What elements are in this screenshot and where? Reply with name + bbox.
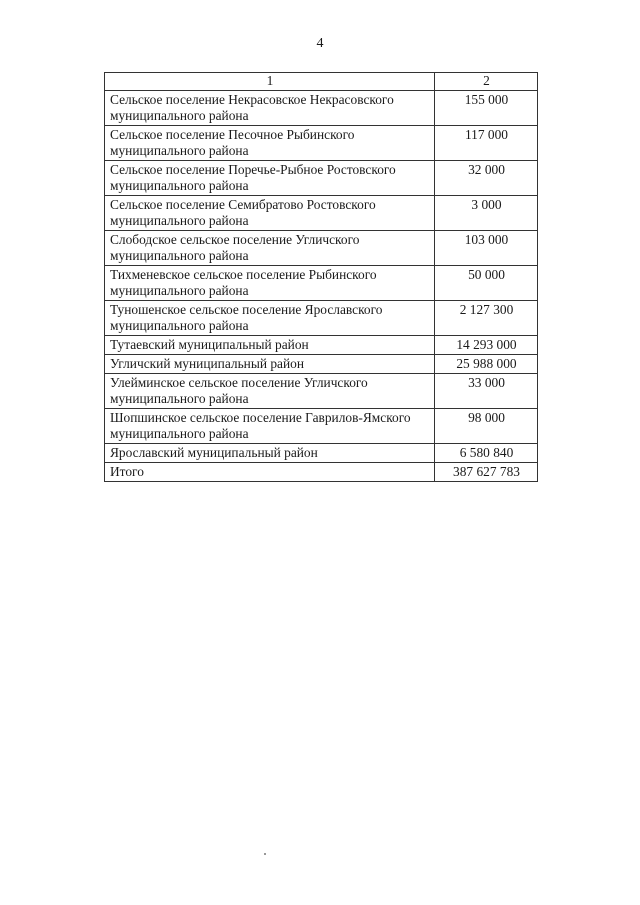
amount: 6 580 840 (435, 444, 538, 463)
municipality-name: Сельское поселение Семибратово Ростовского муниципального района (105, 196, 435, 231)
municipality-name: Шопшинское сельское поселение Гаврилов-Ямского муниципального района (105, 409, 435, 444)
table-row (105, 231, 538, 266)
amount: 117 000 (435, 126, 538, 161)
table-row (105, 301, 538, 336)
total-label: Итого (105, 463, 435, 482)
total-amount: 387 627 783 (435, 463, 538, 482)
amount: 155 000 (435, 91, 538, 126)
municipality-name: Сельское поселение Некрасовское Некрасовского муниципального района (105, 91, 435, 126)
municipality-name: Сельское поселение Песочное Рыбинского муниципального района (105, 126, 435, 161)
scan-speck (264, 853, 266, 855)
page-number: 4 (316, 36, 324, 51)
table-row (105, 336, 538, 355)
amount: 32 000 (435, 161, 538, 196)
amount: 98 000 (435, 409, 538, 444)
table-row (105, 409, 538, 444)
amount: 50 000 (435, 266, 538, 301)
amount: 3 000 (435, 196, 538, 231)
table-header-row (105, 73, 538, 91)
amount: 25 988 000 (435, 355, 538, 374)
municipality-name: Слободское сельское поселение Угличского муниципального района (105, 231, 435, 266)
municipality-name: Ярославский муниципальный район (105, 444, 435, 463)
municipality-name: Угличский муниципальный район (105, 355, 435, 374)
total-row (105, 463, 538, 482)
municipality-name: Улейминское сельское поселение Угличского муниципального района (105, 374, 435, 409)
allocation-table (104, 72, 538, 482)
table-row (105, 196, 538, 231)
municipality-name: Тихменевское сельское поселение Рыбинского муниципального района (105, 266, 435, 301)
amount: 2 127 300 (435, 301, 538, 336)
municipality-name: Туношенское сельское поселение Ярославского муниципального района (105, 301, 435, 336)
column-header-2: 2 (435, 73, 538, 91)
amount: 14 293 000 (435, 336, 538, 355)
table-row (105, 91, 538, 126)
table-row (105, 266, 538, 301)
municipality-name: Тутаевский муниципальный район (105, 336, 435, 355)
table-row (105, 126, 538, 161)
municipality-name: Сельское поселение Поречье-Рыбное Ростовского муниципального района (105, 161, 435, 196)
table-row (105, 161, 538, 196)
table-row (105, 444, 538, 463)
table-row (105, 374, 538, 409)
amount: 33 000 (435, 374, 538, 409)
amount: 103 000 (435, 231, 538, 266)
column-header-1: 1 (105, 73, 435, 91)
table-row (105, 355, 538, 374)
